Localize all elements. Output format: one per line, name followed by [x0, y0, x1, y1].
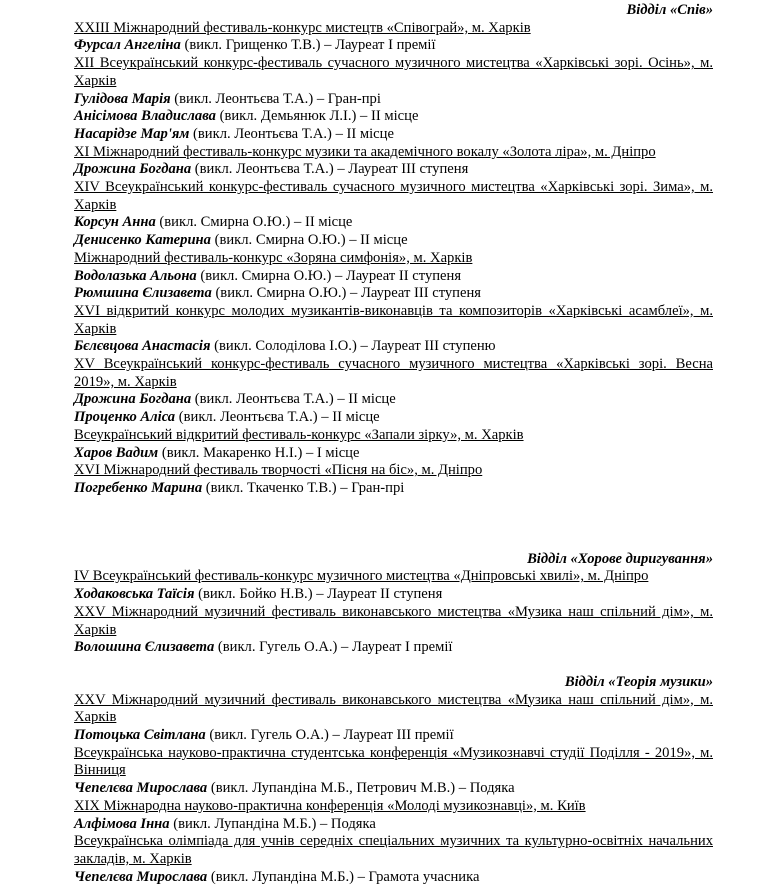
participant-name: Дрожина Богдана — [74, 161, 192, 178]
participant-details: (викл. Грищенко Т.В.) – Лауреат І премії — [180, 37, 436, 54]
participant-name: Гулідова Марія — [74, 90, 171, 107]
participant-details: (викл. Демьянюк Л.І.) – ІІ місце — [215, 108, 419, 125]
participant-name: Денисенко Катерина — [74, 232, 211, 249]
participant-name: Чепелєва Мирослава — [74, 868, 208, 885]
participant-details: (викл. Макаренко Н.І.) – І місце — [158, 444, 360, 461]
spacer — [74, 498, 713, 551]
event-title: XVI Міжнародний фестиваль творчості «Пісня на біс», м. Дніпро — [74, 462, 483, 479]
participant-details: (викл. Лупандіна М.Б.) – Грамота учасника — [207, 868, 480, 885]
participant-name: Фурсал Ангеліна — [74, 37, 181, 54]
participant-entry — [74, 869, 713, 887]
participant-details: (викл. Леонтьєва Т.А.) – ІІ місце — [189, 125, 394, 142]
event-title: XXIII Міжнародний фестиваль-конкурс мистецтв «Співограй», м. Харків — [74, 19, 531, 36]
event-title: Всеукраїнська науково-практична студентська конференція «Музикознавчі студії Поділля - 2019», м. Вінниця — [74, 744, 713, 779]
participant-details: (викл. Леонтьєва Т.А.) – Лауреат ІІІ ступеня — [191, 161, 469, 178]
participant-details: (викл. Бойко Н.В.) – Лауреат ІІ ступеня — [194, 586, 443, 603]
participant-details: (викл. Леонтьєва Т.А.) – ІІ місце — [191, 391, 396, 408]
participant-name: Водолазька Альона — [74, 267, 197, 284]
spacer — [74, 657, 713, 674]
participant-name: Чепелєва Мирослава — [74, 780, 208, 797]
participant-details: (викл. Смирна О.Ю.) – Лауреат ІІІ ступеня — [211, 285, 481, 302]
event-title: XXV Міжнародний музичний фестиваль виконавського мистецтва «Музика наш спільний дім», м. Харків — [74, 691, 713, 726]
participant-details: (викл. Смирна О.Ю.) – Лауреат ІІ ступеня — [196, 267, 462, 284]
participant-name: Корсун Анна — [74, 214, 156, 231]
participant-details: (викл. Лупандіна М.Б.) – Подяка — [169, 815, 376, 832]
participant-entry — [74, 126, 713, 144]
participant-name: Рюмшина Єлизавета — [74, 285, 212, 302]
participant-details: (викл. Гугель О.А.) – Лауреат І премії — [214, 639, 453, 656]
participant-entry — [74, 816, 713, 834]
participant-entry — [74, 37, 713, 55]
section-heading: Відділ «Спів» — [626, 2, 713, 18]
participant-details: (викл. Смирна О.Ю.) – ІІ місце — [155, 214, 353, 231]
participant-entry — [74, 639, 713, 657]
event-title: XXV Міжнародний музичний фестиваль виконавського мистецтва «Музика наш спільний дім», м. Харків — [74, 603, 713, 638]
event-title: Всеукраїнська олімпіада для учнів середніх спеціальних музичних та культурно-освітніх начальних закладів, м. Харків — [74, 833, 713, 867]
participant-details: (викл. Смирна О.Ю.) – ІІ місце — [210, 232, 408, 249]
participant-details: (викл. Леонтьєва Т.А.) – Гран-прі — [170, 90, 381, 107]
participant-name: Бєлєвцова Анастасія — [74, 338, 211, 355]
section-choral-conducting — [74, 551, 713, 657]
participant-name: Дрожина Богдана — [74, 391, 192, 408]
participant-entry — [74, 285, 713, 303]
participant-name: Погребенко Марина — [74, 479, 203, 496]
event-title: ХІ Міжнародний фестиваль-конкурс музики та академічного вокалу «Золота ліра», м. Дніпро — [74, 143, 656, 160]
participant-name: Проценко Аліса — [74, 409, 176, 426]
event-title: Міжнародний фестиваль-конкурс «Зоряна симфонія», м. Харків — [74, 249, 473, 266]
participant-entry — [74, 338, 713, 356]
event-title: ХІІ Всеукраїнський конкурс-фестиваль сучасного музичного мистецтва «Харківські зорі. Осінь», м. Харків — [74, 55, 713, 89]
participant-entry — [74, 780, 713, 798]
section-heading: Відділ «Хорове диригування» — [527, 550, 713, 567]
participant-name: Насарідзе Мар'ям — [74, 125, 190, 142]
participant-details: (викл. Ткаченко Т.В.) – Гран-прі — [202, 479, 405, 496]
participant-entry — [74, 445, 713, 463]
participant-name: Анісімова Владислава — [74, 108, 216, 125]
event-title: ІV Всеукраїнський фестиваль-конкурс музичного мистецтва «Дніпровські хвилі», м. Дніпро — [74, 568, 649, 585]
participant-name: Харов Вадим — [74, 444, 159, 461]
participant-entry — [74, 214, 713, 232]
event-title: XVI відкритий конкурс молодих музикантів-виконавців та композиторів «Харківські асамблеї», м. Харків — [74, 302, 713, 337]
participant-entry — [74, 586, 713, 604]
participant-name: Потоцька Світлана — [74, 727, 206, 744]
participant-entry — [74, 232, 713, 250]
event-title: ХV Всеукраїнський конкурс-фестиваль сучасного музичного мистецтва «Харківські зорі. Весна 2019», м. Харків — [74, 356, 713, 390]
participant-entry — [74, 108, 713, 126]
event-title: Всеукраїнський відкритий фестиваль-конкурс «Запали зірку», м. Харків — [74, 426, 524, 443]
participant-entry — [74, 91, 713, 109]
section-music-theory — [74, 674, 713, 886]
participant-entry — [74, 480, 713, 498]
document-page — [74, 2, 713, 886]
section-singing — [74, 2, 713, 498]
event-title: ХІХ Міжнародна науково-практична конференція «Молоді музикознавці», м. Київ — [74, 797, 586, 814]
participant-entry — [74, 161, 713, 179]
event-title: ХІV Всеукраїнський конкурс-фестиваль сучасного музичного мистецтва «Харківські зорі. Зима», м. Харків — [74, 179, 713, 213]
section-heading: Відділ «Теорія музики» — [564, 673, 713, 690]
participant-details: (викл. Солоділова І.О.) – Лауреат ІІІ ступеню — [210, 338, 496, 355]
participant-entry — [74, 268, 713, 286]
participant-name: Ходаковська Таїсія — [74, 586, 195, 603]
participant-entry — [74, 391, 713, 409]
participant-details: (викл. Гугель О.А.) – Лауреат ІІІ премії — [205, 727, 454, 744]
participant-name: Алфімова Інна — [74, 815, 170, 832]
participant-entry — [74, 727, 713, 745]
participant-name: Волошина Єлизавета — [74, 639, 215, 656]
participant-entry — [74, 409, 713, 427]
participant-details: (викл. Леонтьєва Т.А.) – ІІ місце — [175, 409, 380, 426]
participant-details: (викл. Лупандіна М.Б., Петрович М.В.) – Подяка — [207, 780, 515, 797]
